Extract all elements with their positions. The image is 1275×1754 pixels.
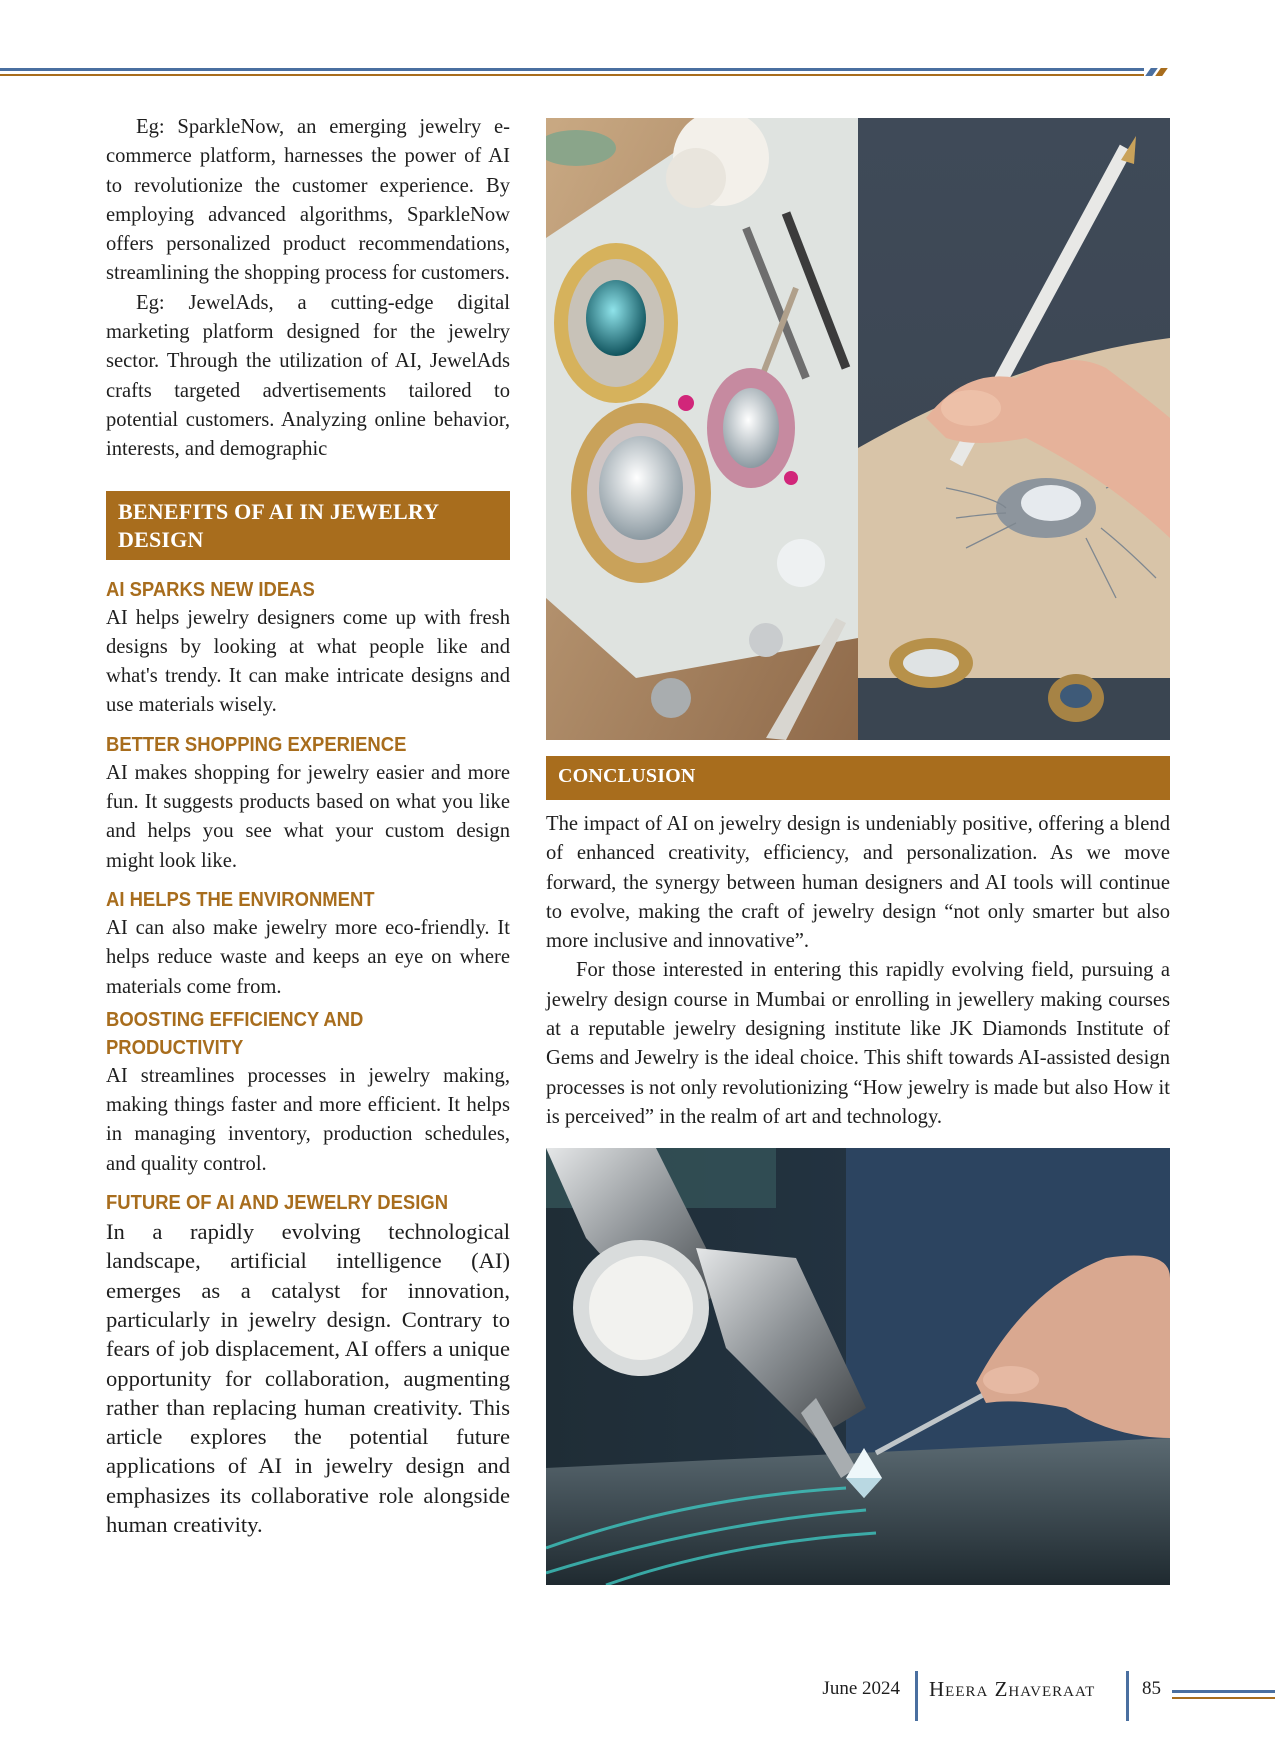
conclusion-body: [546, 810, 1170, 1132]
robot-diamond-photo: [546, 1148, 1170, 1585]
section-text: AI makes shopping for jewelry easier and more fun. It suggests products based on what you like and helps you see what your custom design might look like.: [106, 761, 510, 872]
magazine-title: Heera Zhaveraat: [929, 1677, 1096, 1701]
jewelry-design-photo: [546, 118, 1170, 740]
footer-divider: [1126, 1671, 1129, 1721]
page-footer: [0, 1665, 1275, 1745]
footer-divider: [915, 1671, 918, 1721]
conclusion-heading-banner: CONCLUSION: [546, 756, 1170, 800]
header-rule: [0, 68, 1170, 80]
section-text: In a rapidly evolving technological landscape, artificial intelligence (AI) emerges as a catalyst for innovation, particularly in jewelry design. Contrary to fears of job displacement, AI offers a unique opportunity for collaboration, augmenting rather than replacing human creativity. This article explores the potential future applications of AI in jewelry design and emphasizes its collaborative role alongside human creativity.: [106, 1219, 510, 1537]
left-column: [106, 113, 510, 1539]
section-shopping: [106, 731, 510, 876]
section-heading: AI SPARKS NEW IDEAS: [106, 577, 315, 601]
intro-paragraph-jewelads: Eg: JewelAds, a cutting-edge digital marketing platform designed for the jewelry sector. Through the utilization of AI, JewelAds crafts targeted advertisements tailored to potential customers. Analyzing online behavior, interests, and demographic: [106, 291, 510, 461]
section-heading: BOOSTING EFFICIENCY AND PRODUCTIVITY: [106, 1007, 364, 1059]
footer-rule: [1172, 1697, 1275, 1699]
section-text: AI helps jewelry designers come up with fresh designs by looking at what people like and what's trendy. It can make intricate designs and use materials wisely.: [106, 606, 510, 717]
conclusion-paragraph-1: The impact of AI on jewelry design is undeniably positive, offering a blend of enhanced creativity, efficiency, and personalization. As we move forward, the synergy between human designers and AI tools will continue to evolve, making the craft of jewelry design “not only smarter but also more inclusive and innovative”.: [546, 813, 1170, 953]
section-heading: AI HELPS THE ENVIRONMENT: [106, 887, 375, 911]
footer-rule: [1172, 1690, 1275, 1693]
section-environment: [106, 886, 510, 1002]
section-future: [106, 1189, 510, 1539]
section-text: AI can also make jewelry more eco-friendly. It helps reduce waste and keeps an eye on where materials come from.: [106, 916, 510, 998]
section-ai-sparks: [106, 576, 510, 721]
section-text: AI streamlines processes in jewelry making, making things faster and more efficient. It helps in managing inventory, production schedules, and quality control.: [106, 1064, 510, 1175]
section-heading: BETTER SHOPPING EXPERIENCE: [106, 732, 407, 756]
intro-paragraph-sparklenow: Eg: SparkleNow, an emerging jewelry e-commerce platform, harnesses the power of AI to revolutionize the customer experience. By employing advanced algorithms, SparkleNow offers personalized product recommendations, streamlining the shopping process for customers.: [106, 116, 510, 285]
issue-date: June 2024: [822, 1678, 900, 1699]
section-heading: FUTURE OF AI AND JEWELRY DESIGN: [106, 1191, 449, 1215]
benefits-heading-banner: BENEFITS OF AI IN JEWELRY DESIGN: [106, 491, 510, 560]
conclusion-paragraph-2: For those interested in entering this rapidly evolving field, pursuing a jewelry design course in Mumbai or enrolling in jewellery making courses at a reputable jewelry designing institute like JK Diamonds Institute of Gems and Jewelry is the ideal choice. This shift towards AI-assisted design processes is not only revolutionizing “How jewelry is made but also How it is perceived” in the realm of art and technology.: [546, 959, 1170, 1128]
section-efficiency: [106, 1006, 510, 1179]
right-column: [546, 118, 1170, 1585]
page-number: 85: [1142, 1678, 1161, 1699]
